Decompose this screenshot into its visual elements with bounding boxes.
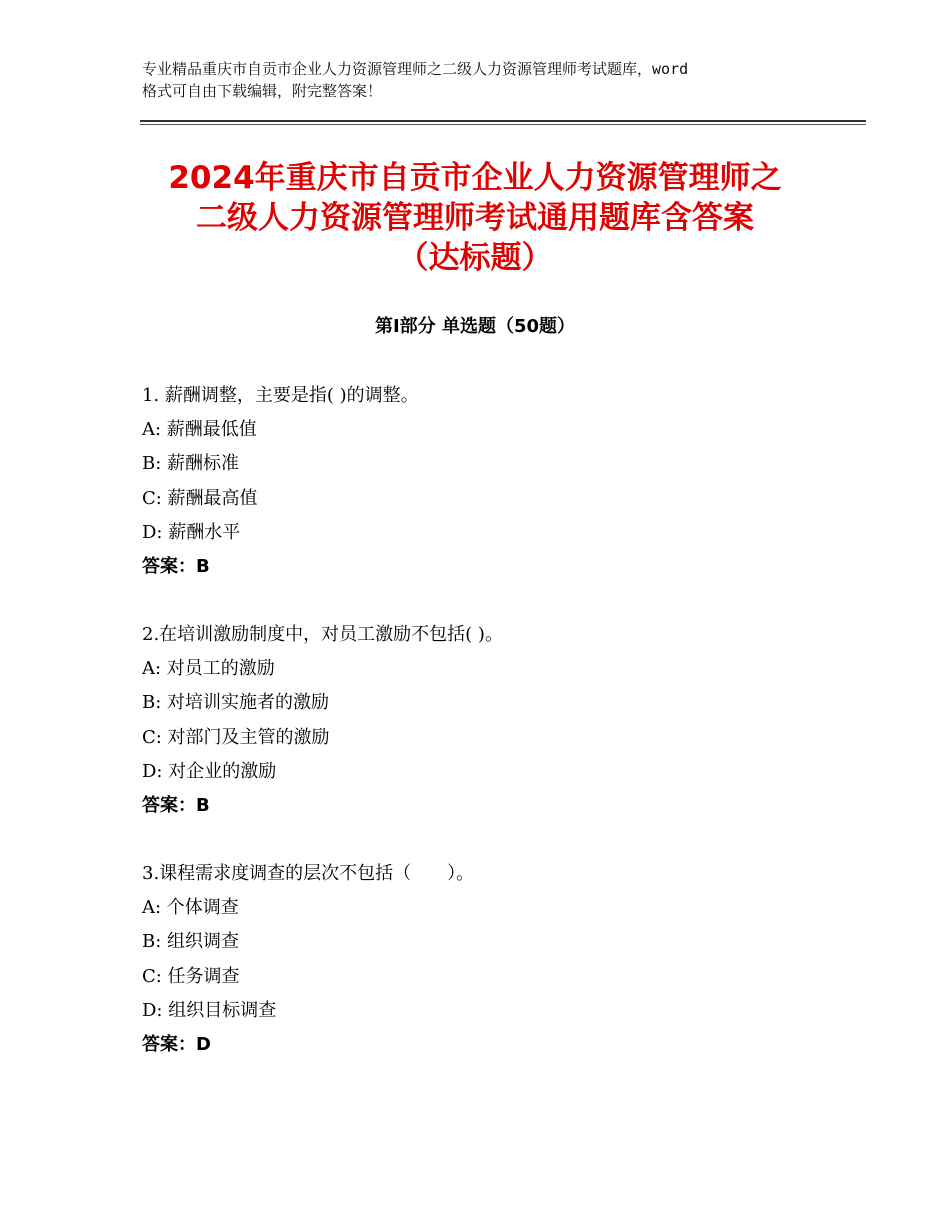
option-b: B: 对培训实施者的激励 <box>142 692 330 714</box>
question-stem: 1. 薪酬调整，主要是指( )的调整。 <box>142 385 419 406</box>
option-d: D: 薪酬水平 <box>142 521 241 543</box>
option-c: C: 任务调查 <box>142 965 240 987</box>
section-heading: 第Ⅰ部分 单选题（50题） <box>374 316 575 337</box>
title-line-2: 二级人力资源管理师考试通用题库含答案 <box>196 200 754 236</box>
option-a: A: 个体调查 <box>142 897 239 919</box>
option-a: A: 对员工的激励 <box>142 658 275 680</box>
question-item <box>142 618 862 823</box>
option-b: B: 薪酬标准 <box>142 453 240 475</box>
option-b: B: 组织调查 <box>142 931 240 953</box>
header-rule-thin <box>140 124 866 125</box>
answer-label: 答案：B <box>142 794 210 816</box>
answer-label: 答案：B <box>142 555 210 577</box>
question-stem: 3.课程需求度调查的层次不包括（ ）。 <box>142 863 475 884</box>
question-item <box>142 379 862 584</box>
question-stem: 2.在培训激励制度中，对员工激励不包括( )。 <box>142 624 503 645</box>
option-c: C: 薪酬最高值 <box>142 487 258 509</box>
answer-label: 答案：D <box>142 1033 211 1055</box>
option-c: C: 对部门及主管的激励 <box>142 726 330 748</box>
option-d: D: 组织目标调查 <box>142 999 277 1021</box>
header-note-line-2: 格式可自由下载编辑，附完整答案！ <box>142 82 383 100</box>
option-d: D: 对企业的激励 <box>142 760 277 782</box>
document-title <box>110 158 840 278</box>
header-note <box>142 58 842 102</box>
header-note-line-1: 专业精品重庆市自贡市企业人力资源管理师之二级人力资源管理师考试题库，word <box>142 60 689 78</box>
header-rule-thick <box>140 120 866 122</box>
option-a: A: 薪酬最低值 <box>142 419 257 441</box>
question-item <box>142 857 862 1062</box>
title-line-3: （达标题） <box>397 240 553 276</box>
title-line-1: 2024年重庆市自贡市企业人力资源管理师之 <box>168 160 782 196</box>
